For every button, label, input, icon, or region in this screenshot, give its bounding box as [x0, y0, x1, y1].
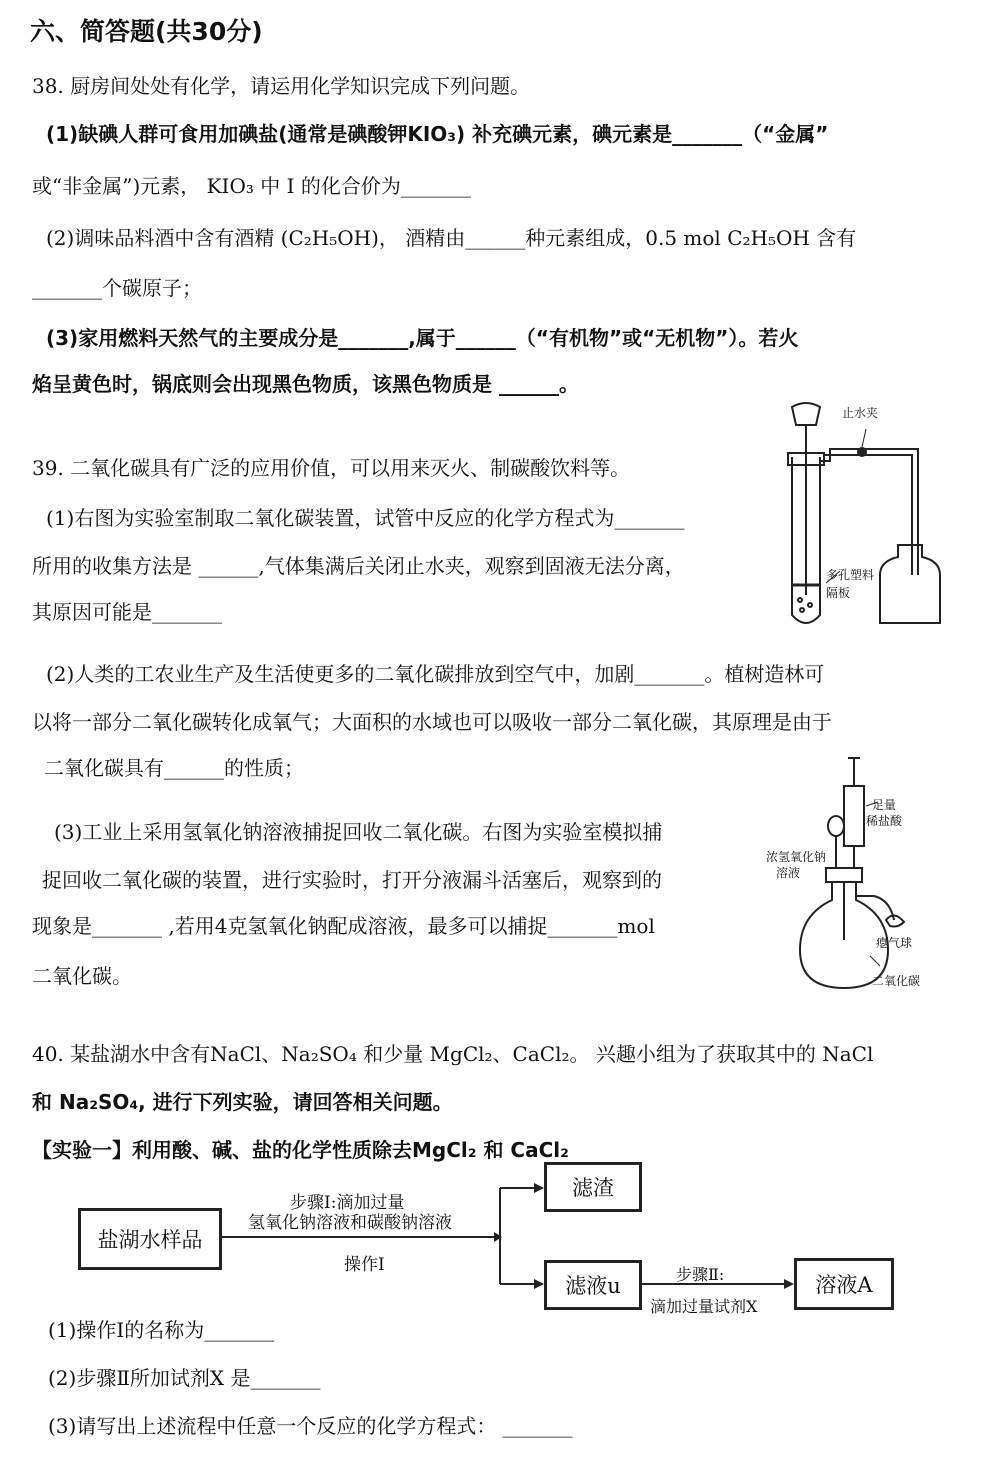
- solution-a-box: 溶液A: [794, 1258, 894, 1310]
- co2-capture-apparatus: [790, 750, 960, 1000]
- q39-part1-line3: 其原因可能是_______: [32, 600, 222, 624]
- q39-part3-line4: 二氧化碳。: [32, 964, 132, 988]
- q40-question1: (1)操作Ⅰ的名称为_______: [48, 1318, 275, 1342]
- naoh-label-2: 溶液: [776, 866, 801, 880]
- residue-box: 滤渣: [544, 1162, 642, 1212]
- step2-reagent: 滴加过量试剂X: [650, 1297, 758, 1316]
- operation-one-label: 操作Ⅰ: [344, 1255, 385, 1275]
- q39-part1-line2: 所用的收集方法是 ______,气体集满后关闭止水夹，观察到固液无法分离，: [32, 554, 685, 578]
- balloon-label: 瘪气球: [876, 936, 913, 950]
- q39-part3-line2: 捉回收二氧化碳的装置，进行实验时，打开分液漏斗活塞后，观察到的: [42, 868, 662, 892]
- q40-question3: (3)请写出上述流程中任意一个反应的化学方程式： _______: [48, 1414, 573, 1438]
- q39-part2-line3: 二氧化碳具有______的性质；: [44, 756, 304, 780]
- q38-part3-line1: (3)家用燃料天然气的主要成分是_______,属于______（“有机物”或“无机物”）。若火: [46, 326, 799, 350]
- co2-label: 二氧化碳: [872, 974, 921, 988]
- step2-label: 步骤Ⅱ:: [676, 1265, 725, 1284]
- q39-part3-line1: (3)工业上采用氢氧化钠溶液捕捉回收二氧化碳。右图为实验室模拟捕: [54, 820, 663, 844]
- q38-part2-line2: _______个碳原子；: [32, 276, 202, 300]
- step1-label: 步骤Ⅰ:滴加过量: [290, 1193, 405, 1213]
- q39-part1-line1: (1)右图为实验室制取二氧化碳装置，试管中反应的化学方程式为_______: [46, 506, 685, 530]
- q39-stem: 39. 二氧化碳具有广泛的应用价值，可以用来灭火、制碳酸饮料等。: [32, 456, 631, 480]
- acid-label-1: 足量: [872, 798, 897, 812]
- q38-part3-line2: 焰呈黄色时，锅底则会出现黑色物质，该黑色物质是 ______。: [32, 372, 579, 396]
- q38-part2-line1: (2)调味品料酒中含有酒精 (C₂H₅OH)， 酒精由______种元素组成，0.5 mol C₂H₅OH 含有: [46, 226, 857, 250]
- salt-lake-sample-box: 盐湖水样品: [78, 1208, 222, 1270]
- porous-plate-label-2: 隔板: [826, 586, 851, 600]
- filtrate-box: 滤液u: [544, 1260, 642, 1310]
- q39-part2-line2: 以将一部分二氧化碳转化成氧气；大面积的水域也可以吸收一部分二氧化碳，其原理是由于: [32, 710, 832, 734]
- co2-generator-apparatus: [770, 395, 950, 635]
- naoh-label-1: 浓氢氧化钠: [766, 850, 827, 864]
- q38-part1-line1: (1)缺碘人群可食用加碘盐(通常是碘酸钾KIO₃) 补充碘元素，碘元素是_______（“金属”: [46, 122, 829, 146]
- section-title: 六、简答题(共30分): [30, 17, 263, 46]
- stop-clamp-label: 止水夹: [842, 406, 879, 420]
- acid-label-2: 稀盐酸: [866, 814, 903, 828]
- q39-part2-line1: (2)人类的工农业生产及生活使更多的二氧化碳排放到空气中，加剧_______。植树造林可: [46, 662, 825, 686]
- q40-question2: (2)步骤Ⅱ所加试剂X 是_______: [48, 1366, 321, 1390]
- q40-stem-line1: 40. 某盐湖水中含有NaCl、Na₂SO₄ 和少量 MgCl₂、CaCl₂。 兴趣小组为了获取其中的 NaCl: [32, 1042, 874, 1066]
- q39-part3-line3: 现象是_______ ,若用4克氢氧化钠配成溶液，最多可以捕捉_______mol: [32, 914, 655, 938]
- q38-part1-line2: 或“非金属”)元素， KIO₃ 中 I 的化合价为_______: [32, 174, 471, 198]
- porous-plate-label-1: 多孔塑料: [826, 568, 875, 582]
- experiment-one-title: 【实验一】利用酸、碱、盐的化学性质除去MgCl₂ 和 CaCl₂: [32, 1138, 569, 1162]
- q40-stem-line2: 和 Na₂SO₄, 进行下列实验，请回答相关问题。: [32, 1090, 453, 1114]
- step1-reagents: 氢氧化钠溶液和碳酸钠溶液: [248, 1213, 452, 1233]
- q38-stem: 38. 厨房间处处有化学，请运用化学知识完成下列问题。: [32, 74, 531, 98]
